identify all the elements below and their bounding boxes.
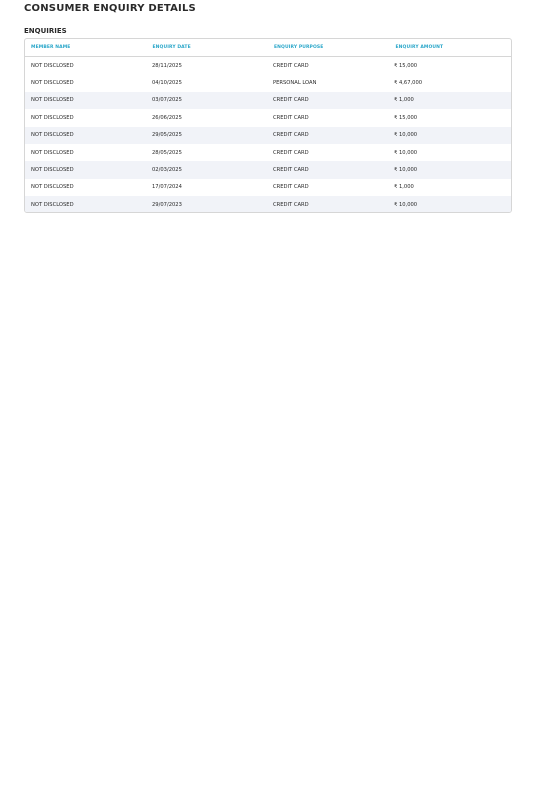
cell-enquiry-amount: ₹ 10,000 xyxy=(394,149,418,156)
table-row xyxy=(25,127,511,144)
cell-member-name: NOT DISCLOSED xyxy=(31,184,74,191)
header-enquiry-date: ENQUIRY DATE xyxy=(152,45,191,50)
cell-member-name: NOT DISCLOSED xyxy=(31,149,74,156)
cell-enquiry-date: 17/07/2024 xyxy=(152,184,182,191)
cell-enquiry-amount: ₹ 15,000 xyxy=(394,114,418,121)
cell-enquiry-amount: ₹ 4,67,000 xyxy=(394,80,423,87)
cell-enquiry-purpose: CREDIT CARD xyxy=(273,201,309,208)
cell-member-name: NOT DISCLOSED xyxy=(31,97,74,104)
cell-enquiry-amount: ₹ 10,000 xyxy=(394,167,418,174)
cell-enquiry-amount: ₹ 1,000 xyxy=(394,184,414,191)
cell-enquiry-date: 02/03/2025 xyxy=(152,167,182,174)
header-enquiry-amount: ENQUIRY AMOUNT xyxy=(395,45,444,50)
cell-enquiry-date: 03/07/2025 xyxy=(152,97,182,104)
cell-enquiry-purpose: CREDIT CARD xyxy=(273,149,309,156)
table-row xyxy=(25,57,511,74)
table-row xyxy=(25,144,511,161)
header-enquiry-purpose: ENQUIRY PURPOSE xyxy=(274,45,324,50)
table-row xyxy=(25,109,511,126)
cell-enquiry-purpose: PERSONAL LOAN xyxy=(273,80,317,87)
cell-enquiry-date: 04/10/2025 xyxy=(152,80,182,87)
cell-enquiry-date: 26/06/2025 xyxy=(152,114,182,121)
cell-enquiry-date: 28/05/2025 xyxy=(152,149,182,156)
cell-enquiry-amount: ₹ 1,000 xyxy=(394,97,414,104)
section-title-enquiries: ENQUIRIES xyxy=(24,27,67,35)
table-row xyxy=(25,92,511,109)
cell-member-name: NOT DISCLOSED xyxy=(31,114,74,121)
cell-member-name: NOT DISCLOSED xyxy=(31,132,74,139)
header-member-name: MEMBER NAME xyxy=(31,45,71,50)
cell-member-name: NOT DISCLOSED xyxy=(31,62,74,69)
cell-enquiry-date: 28/11/2025 xyxy=(152,62,182,69)
cell-member-name: NOT DISCLOSED xyxy=(31,201,74,208)
cell-enquiry-date: 29/05/2025 xyxy=(152,132,182,139)
cell-enquiry-date: 29/07/2023 xyxy=(152,201,182,208)
cell-enquiry-amount: ₹ 15,000 xyxy=(394,62,418,69)
page-title: CONSUMER ENQUIRY DETAILS xyxy=(24,3,196,14)
cell-member-name: NOT DISCLOSED xyxy=(31,80,74,87)
enquiries-table xyxy=(24,38,512,213)
table-row xyxy=(25,74,511,91)
cell-enquiry-purpose: CREDIT CARD xyxy=(273,132,309,139)
table-row xyxy=(25,161,511,178)
table-row xyxy=(25,179,511,196)
cell-enquiry-amount: ₹ 10,000 xyxy=(394,132,418,139)
cell-member-name: NOT DISCLOSED xyxy=(31,167,74,174)
table-row xyxy=(25,196,511,213)
cell-enquiry-purpose: CREDIT CARD xyxy=(273,114,309,121)
cell-enquiry-purpose: CREDIT CARD xyxy=(273,184,309,191)
cell-enquiry-purpose: CREDIT CARD xyxy=(273,62,309,69)
cell-enquiry-purpose: CREDIT CARD xyxy=(273,167,309,174)
table-header-row xyxy=(25,39,511,57)
cell-enquiry-amount: ₹ 10,000 xyxy=(394,201,418,208)
cell-enquiry-purpose: CREDIT CARD xyxy=(273,97,309,104)
